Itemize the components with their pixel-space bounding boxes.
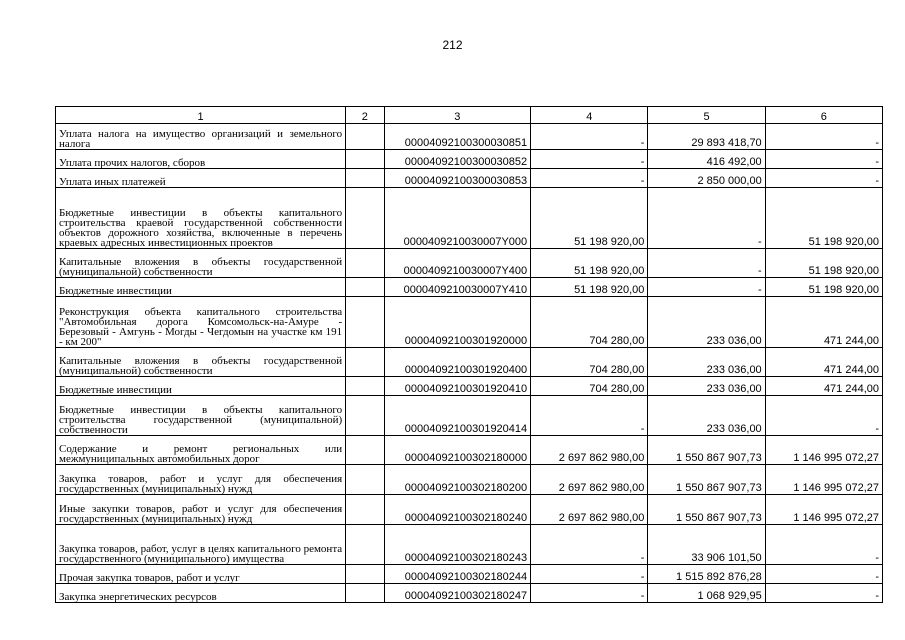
row-code-cell: 00004092100301920000 xyxy=(384,297,531,348)
row-col2-cell xyxy=(346,525,384,565)
row-code-cell: 00004092100302180247 xyxy=(384,584,531,603)
table-row xyxy=(56,436,883,465)
row-name-cell: Содержание и ремонт региональных или межмуниципальных автомобильных дорог xyxy=(56,436,346,465)
table-row xyxy=(56,297,883,348)
table-row xyxy=(56,188,883,249)
row-col5-cell: 33 906 101,50 xyxy=(648,525,765,565)
row-col5-cell: 233 036,00 xyxy=(648,297,765,348)
row-name-cell: Закупка товаров, работ, услуг в целях капитального ремонта государственного (муниципального) имущества xyxy=(56,525,346,565)
row-col4-cell: - xyxy=(531,124,648,150)
row-col5-cell: 416 492,00 xyxy=(648,150,765,169)
row-code-cell: 0000409210030007Y400 xyxy=(384,249,531,278)
row-col2-cell xyxy=(346,188,384,249)
table-row xyxy=(56,525,883,565)
row-col6-cell: 471 244,00 xyxy=(765,348,882,377)
row-name-cell: Закупка энергетических ресурсов xyxy=(56,584,346,603)
row-col5-cell: 1 068 929,95 xyxy=(648,584,765,603)
table-row xyxy=(56,565,883,584)
row-name-cell: Уплата прочих налогов, сборов xyxy=(56,150,346,169)
row-code-cell: 00004092100301920414 xyxy=(384,396,531,436)
row-name-cell: Бюджетные инвестиции в объекты капитального строительства краевой государственной собственности объектов дорожного хозяйства, включенные в перечень краевых адресных инвестиционных проектов xyxy=(56,188,346,249)
row-col2-cell xyxy=(346,396,384,436)
page-number: 212 xyxy=(442,38,463,52)
row-col6-cell: - xyxy=(765,584,882,603)
table-row xyxy=(56,169,883,188)
row-col5-cell: 1 515 892 876,28 xyxy=(648,565,765,584)
row-name-cell: Капитальные вложения в объекты государственной (муниципальной) собственности xyxy=(56,249,346,278)
row-col5-cell: 1 550 867 907,73 xyxy=(648,436,765,465)
row-col4-cell: - xyxy=(531,565,648,584)
table-row xyxy=(56,584,883,603)
column-header-1: 1 xyxy=(56,107,346,124)
row-col6-cell: - xyxy=(765,396,882,436)
row-name-cell: Уплата налога на имущество организаций и земельного налога xyxy=(56,124,346,150)
row-code-cell: 00004092100300030851 xyxy=(384,124,531,150)
row-col2-cell xyxy=(346,124,384,150)
table-row xyxy=(56,124,883,150)
row-code-cell: 0000409210030007Y410 xyxy=(384,278,531,297)
row-col5-cell: - xyxy=(648,278,765,297)
row-code-cell: 00004092100302180243 xyxy=(384,525,531,565)
row-code-cell: 00004092100301920410 xyxy=(384,377,531,396)
row-col2-cell xyxy=(346,150,384,169)
row-col5-cell: 29 893 418,70 xyxy=(648,124,765,150)
row-col6-cell: 1 146 995 072,27 xyxy=(765,495,882,525)
table-row xyxy=(56,396,883,436)
row-col2-cell xyxy=(346,584,384,603)
column-header-3: 3 xyxy=(384,107,531,124)
row-name-cell: Иные закупки товаров, работ и услуг для обеспечения государственных (муниципальных) нужд xyxy=(56,495,346,525)
row-col4-cell: 2 697 862 980,00 xyxy=(531,436,648,465)
row-col5-cell: 233 036,00 xyxy=(648,348,765,377)
column-header-5: 5 xyxy=(648,107,765,124)
row-col5-cell: 233 036,00 xyxy=(648,396,765,436)
row-code-cell: 00004092100302180240 xyxy=(384,495,531,525)
table-row xyxy=(56,348,883,377)
row-col4-cell: 2 697 862 980,00 xyxy=(531,465,648,495)
row-col6-cell: 51 198 920,00 xyxy=(765,249,882,278)
row-col4-cell: - xyxy=(531,525,648,565)
row-col6-cell: 471 244,00 xyxy=(765,297,882,348)
column-header-6: 6 xyxy=(765,107,882,124)
row-col4-cell: 51 198 920,00 xyxy=(531,278,648,297)
row-col5-cell: 1 550 867 907,73 xyxy=(648,495,765,525)
row-name-cell: Реконструкция объекта капитального строительства "Автомобильная дорога Комсомольск-на-Амуре - Березовый - Амгунь - Могды - Чегдомын на участке км 191 - км 200" xyxy=(56,297,346,348)
table-row xyxy=(56,377,883,396)
row-col6-cell: - xyxy=(765,565,882,584)
row-name-cell: Бюджетные инвестиции xyxy=(56,278,346,297)
table-body xyxy=(56,124,883,603)
row-col4-cell: - xyxy=(531,396,648,436)
row-col5-cell: 233 036,00 xyxy=(648,377,765,396)
row-col6-cell: 1 146 995 072,27 xyxy=(765,436,882,465)
row-col4-cell: 704 280,00 xyxy=(531,377,648,396)
row-code-cell: 00004092100302180200 xyxy=(384,465,531,495)
row-col4-cell: - xyxy=(531,150,648,169)
row-col4-cell: 704 280,00 xyxy=(531,348,648,377)
row-col5-cell: - xyxy=(648,249,765,278)
row-col4-cell: 704 280,00 xyxy=(531,297,648,348)
row-code-cell: 00004092100302180000 xyxy=(384,436,531,465)
row-name-cell: Уплата иных платежей xyxy=(56,169,346,188)
row-col2-cell xyxy=(346,495,384,525)
row-col5-cell: 1 550 867 907,73 xyxy=(648,465,765,495)
row-name-cell: Капитальные вложения в объекты государственной (муниципальной) собственности xyxy=(56,348,346,377)
column-header-2: 2 xyxy=(346,107,384,124)
row-code-cell: 00004092100300030853 xyxy=(384,169,531,188)
row-col2-cell xyxy=(346,565,384,584)
table-row xyxy=(56,249,883,278)
row-col2-cell xyxy=(346,169,384,188)
row-col2-cell xyxy=(346,297,384,348)
row-col6-cell: - xyxy=(765,150,882,169)
table-row xyxy=(56,278,883,297)
row-name-cell: Прочая закупка товаров, работ и услуг xyxy=(56,565,346,584)
row-col6-cell: - xyxy=(765,124,882,150)
budget-table xyxy=(55,106,883,603)
row-col5-cell: - xyxy=(648,188,765,249)
table-header xyxy=(56,107,883,124)
row-col6-cell: 1 146 995 072,27 xyxy=(765,465,882,495)
row-col4-cell: - xyxy=(531,584,648,603)
row-col2-cell xyxy=(346,377,384,396)
table-row xyxy=(56,465,883,495)
header-row xyxy=(56,107,883,124)
row-name-cell: Бюджетные инвестиции xyxy=(56,377,346,396)
row-col6-cell: 51 198 920,00 xyxy=(765,278,882,297)
row-col6-cell: 51 198 920,00 xyxy=(765,188,882,249)
row-code-cell: 00004092100301920400 xyxy=(384,348,531,377)
column-header-4: 4 xyxy=(531,107,648,124)
row-col2-cell xyxy=(346,436,384,465)
table-row xyxy=(56,495,883,525)
row-code-cell: 00004092100302180244 xyxy=(384,565,531,584)
row-col4-cell: 51 198 920,00 xyxy=(531,249,648,278)
row-col2-cell xyxy=(346,348,384,377)
row-code-cell: 00004092100300030852 xyxy=(384,150,531,169)
row-col6-cell: - xyxy=(765,169,882,188)
table-row xyxy=(56,150,883,169)
row-col4-cell: 51 198 920,00 xyxy=(531,188,648,249)
row-name-cell: Бюджетные инвестиции в объекты капитального строительства государственной (муниципальной) собственности xyxy=(56,396,346,436)
row-col6-cell: - xyxy=(765,525,882,565)
row-col2-cell xyxy=(346,278,384,297)
row-code-cell: 0000409210030007Y000 xyxy=(384,188,531,249)
row-col6-cell: 471 244,00 xyxy=(765,377,882,396)
row-col2-cell xyxy=(346,465,384,495)
row-col4-cell: - xyxy=(531,169,648,188)
row-name-cell: Закупка товаров, работ и услуг для обеспечения государственных (муниципальных) нужд xyxy=(56,465,346,495)
row-col4-cell: 2 697 862 980,00 xyxy=(531,495,648,525)
row-col5-cell: 2 850 000,00 xyxy=(648,169,765,188)
row-col2-cell xyxy=(346,249,384,278)
